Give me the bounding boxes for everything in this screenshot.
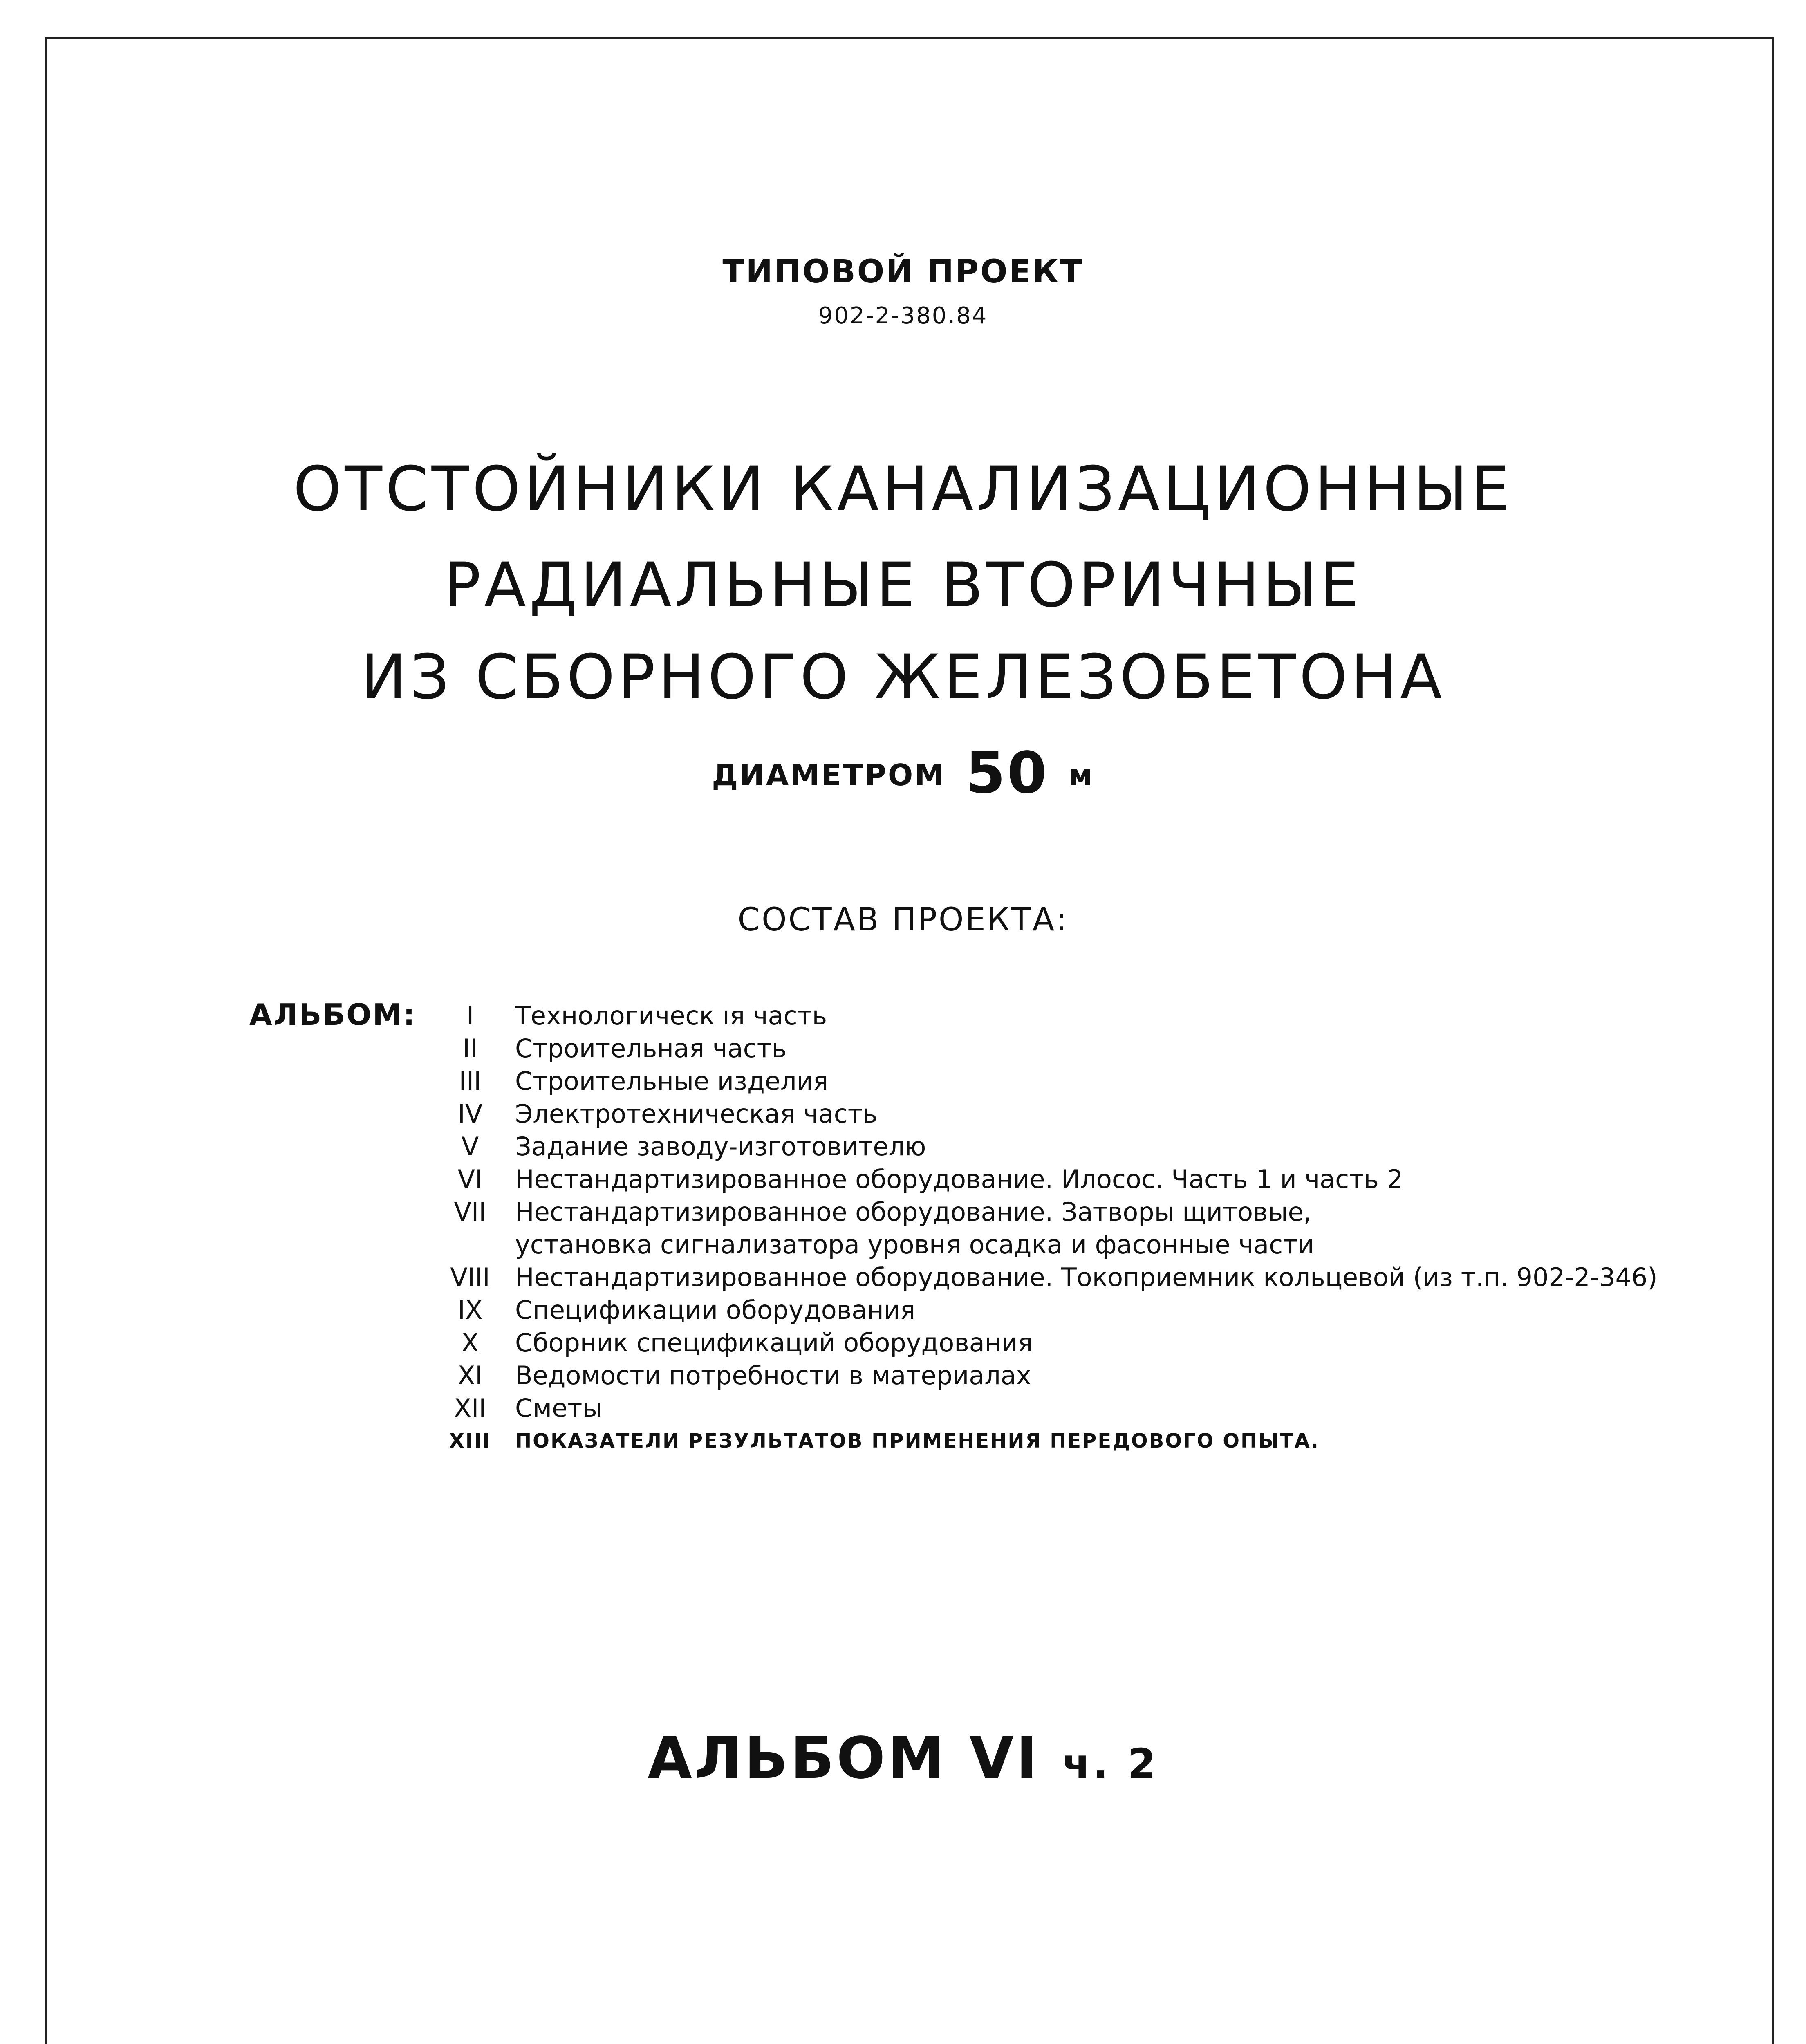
item-text: Технологическ ıя часть — [515, 1001, 827, 1031]
item-text: Ведомости потребности в материалах — [515, 1360, 1031, 1390]
list-item — [425, 1327, 1658, 1359]
project-type-label: ТИПОВОЙ ПРОЕКТ — [722, 253, 1084, 290]
diameter-label: ДИАМЕТРОМ — [712, 758, 946, 792]
project-code: 902-2-380.84 — [818, 303, 988, 329]
item-number: III — [459, 1066, 482, 1096]
list-item — [425, 1130, 1658, 1163]
item-text: Нестандартизированное оборудование. Токоприемник кольцевой (из т.п. 902-2-346) — [515, 1262, 1658, 1292]
item-number: X — [461, 1328, 479, 1358]
item-text: Сборник спецификаций оборудования — [515, 1328, 1033, 1358]
list-item — [425, 1228, 1658, 1261]
item-number: VIII — [450, 1262, 490, 1292]
item-text: Строительные изделия — [515, 1066, 829, 1096]
diameter-line — [0, 740, 1806, 807]
list-item — [425, 1359, 1658, 1392]
item-text: Задание заводу-изготовителю — [515, 1132, 926, 1161]
list-item — [425, 1032, 1658, 1065]
volume-label: АЛЬБОМ — [648, 1725, 947, 1792]
item-text: установка сигнализатора уровня осадка и фасонные части — [515, 1230, 1314, 1260]
item-number: IV — [457, 1099, 483, 1129]
title-line-3: ИЗ СБОРНОГО ЖЕЛЕЗОБЕТОНА — [361, 642, 1445, 713]
list-item — [425, 1163, 1658, 1196]
list-item — [425, 1000, 1658, 1032]
item-number: I — [466, 1001, 474, 1031]
item-text: Спецификации оборудования — [515, 1295, 916, 1325]
title-line-1: ОТСТОЙНИКИ КАНАЛИЗАЦИОННЫЕ — [293, 454, 1513, 525]
list-item — [425, 1425, 1658, 1457]
album-list — [425, 1000, 1658, 1457]
list-item — [425, 1392, 1658, 1425]
item-text: Нестандартизированное оборудование. Затворы щитовые, — [515, 1197, 1312, 1227]
item-number: XI — [457, 1360, 483, 1390]
list-item — [425, 1196, 1658, 1228]
list-item — [425, 1098, 1658, 1130]
item-number: XIII — [449, 1430, 491, 1452]
volume-title — [0, 1725, 1806, 1792]
item-number: II — [462, 1033, 478, 1063]
item-text: Нестандартизированное оборудование. Илосос. Часть 1 и часть 2 — [515, 1164, 1403, 1194]
item-number: VI — [457, 1164, 483, 1194]
item-number: V — [461, 1132, 479, 1161]
diameter-unit: м — [1068, 758, 1094, 792]
list-item — [425, 1065, 1658, 1098]
item-number: XII — [454, 1393, 486, 1423]
volume-part: ч. 2 — [1062, 1740, 1158, 1788]
item-text: Сметы — [515, 1393, 603, 1423]
list-item — [425, 1294, 1658, 1327]
item-text: Строительная часть — [515, 1033, 787, 1063]
list-item — [425, 1261, 1658, 1294]
item-number: VII — [454, 1197, 486, 1227]
diameter-value: 50 — [966, 740, 1049, 807]
item-text: Электротехническая часть — [515, 1099, 878, 1129]
item-text: ПОКАЗАТЕЛИ РЕЗУЛЬТАТОВ ПРИМЕНЕНИЯ ПЕРЕДОВОГО ОПЫТА. — [515, 1430, 1320, 1452]
item-number — [425, 1228, 515, 1261]
composition-heading: СОСТАВ ПРОЕКТА: — [737, 901, 1069, 938]
item-number: IX — [457, 1295, 483, 1325]
title-line-2: РАДИАЛЬНЫЕ ВТОРИЧНЫЕ — [444, 550, 1362, 621]
album-label: АЛЬБОМ: — [249, 997, 416, 1032]
volume-number: VI — [969, 1725, 1040, 1792]
